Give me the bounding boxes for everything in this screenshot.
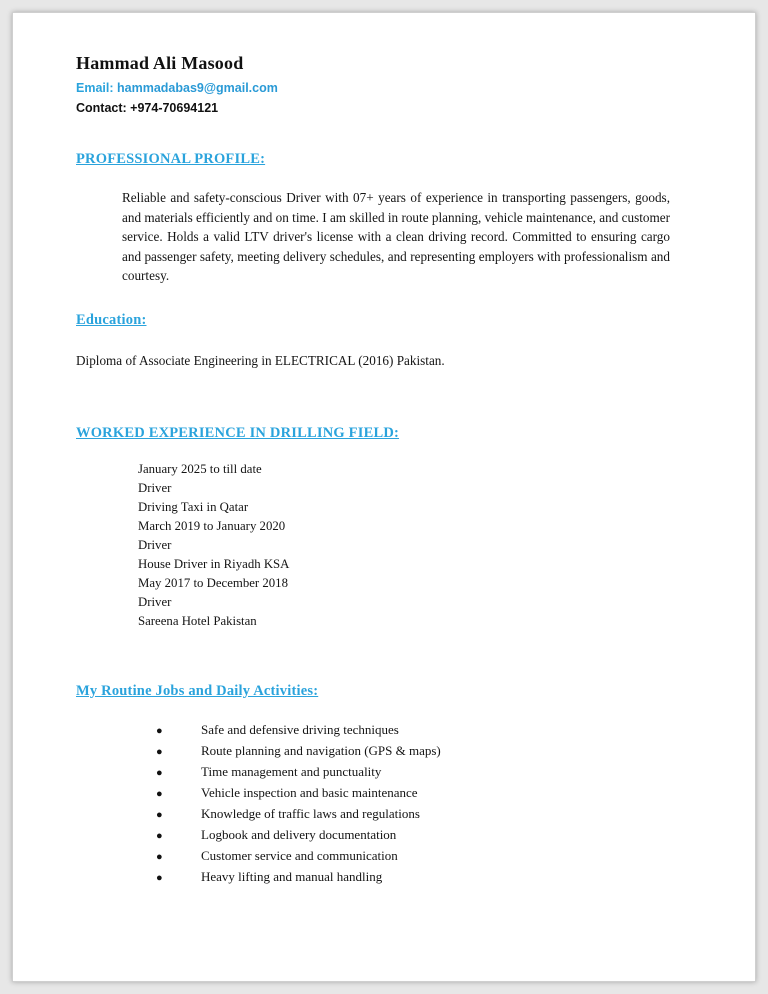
candidate-name: Hammad Ali Masood	[76, 53, 244, 73]
list-item	[156, 741, 697, 762]
routine-item-text: Logbook and delivery documentation	[201, 826, 397, 842]
education-line: Diploma of Associate Engineering in ELECTRICAL (2016) Pakistan.	[76, 352, 445, 368]
routine-item-text: Time management and punctuality	[201, 763, 382, 779]
experience-line: May 2017 to December 2018	[138, 575, 288, 590]
routine-item-text: Safe and defensive driving techniques	[201, 721, 399, 737]
list-item	[156, 804, 697, 825]
routine-item-text: Route planning and navigation (GPS & maps)	[201, 742, 441, 758]
bullet-icon: ●	[156, 724, 163, 737]
resume-page	[12, 12, 756, 982]
profile-paragraph: Reliable and safety-conscious Driver with 07+ years of experience in transporting passengers, goods, and materials efficiently and on time. I am skilled in route planning, vehicle maintenance, and customer service. Holds a valid LTV driver's license with a clean driving record. Committed to ensuring cargo and passenger safety, meeting delivery schedules, and representing employers with professionalism and courtesy.	[122, 190, 670, 283]
list-item	[156, 783, 697, 804]
email-link[interactable]: hammadabas9@gmail.com	[117, 81, 278, 95]
experience-line: Sareena Hotel Pakistan	[138, 613, 257, 628]
bullet-icon: ●	[156, 871, 163, 884]
experience-line: Driver	[138, 480, 172, 495]
experience-line: House Driver in Riyadh KSA	[138, 556, 290, 571]
list-item	[156, 867, 697, 888]
experience-list	[138, 460, 697, 631]
experience-line: January 2025 to till date	[138, 461, 262, 476]
list-item	[156, 762, 697, 783]
experience-line: Driving Taxi in Qatar	[138, 499, 249, 514]
list-item	[156, 720, 697, 741]
bullet-icon: ●	[156, 766, 163, 779]
list-item	[156, 846, 697, 867]
routine-heading: My Routine Jobs and Daily Activities:	[76, 682, 319, 699]
experience-line: Driver	[138, 537, 172, 552]
email-label: Email:	[76, 81, 114, 95]
routine-item-text: Customer service and communication	[201, 847, 398, 863]
experience-heading: WORKED EXPERIENCE IN DRILLING FIELD:	[76, 424, 400, 441]
profile-heading: PROFESSIONAL PROFILE:	[76, 151, 266, 167]
routine-list	[156, 720, 697, 888]
bullet-icon: ●	[156, 745, 163, 758]
bullet-icon: ●	[156, 829, 163, 842]
routine-item-text: Heavy lifting and manual handling	[201, 868, 383, 884]
bullet-icon: ●	[156, 808, 163, 821]
list-item	[156, 825, 697, 846]
education-heading: Education:	[76, 311, 147, 328]
contact-line: Contact: +974-70694121	[76, 101, 219, 115]
bullet-icon: ●	[156, 850, 163, 863]
experience-line: March 2019 to January 2020	[138, 518, 286, 533]
routine-item-text: Vehicle inspection and basic maintenance	[201, 784, 418, 800]
routine-item-text: Knowledge of traffic laws and regulations	[201, 805, 420, 821]
experience-line: Driver	[138, 594, 172, 609]
bullet-icon: ●	[156, 787, 163, 800]
email-line	[76, 81, 697, 95]
